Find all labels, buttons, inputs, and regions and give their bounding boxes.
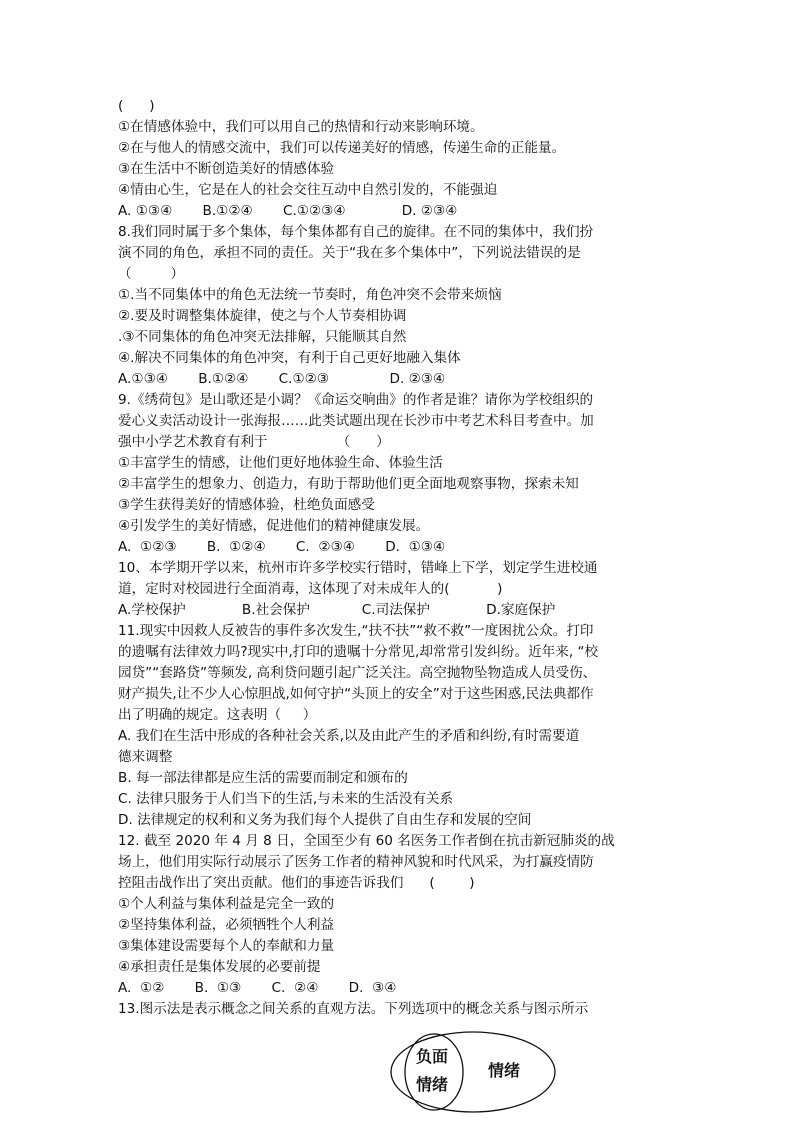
answer-bracket: ( ) — [118, 98, 155, 114]
choice-d: D. 法律规定的权利和义务为我们每个人提供了自由生存和发展的空间 — [118, 812, 532, 828]
statement-4: ④情由心生，它是在人的社会交往互动中自然引发的，不能强迫 — [118, 182, 498, 198]
question-stem-line: 演不同的角色，承担不同的责任。关于“我在多个集体中”，下列说法错误的是 — [118, 245, 581, 261]
question-stem-line: 出了明确的规定。这表明（ ） — [118, 707, 317, 723]
question-13 — [118, 999, 678, 1020]
question-stem-line: 13.图示法是表示概念之间关系的直观方法。下列选项中的概念关系与图示所示 — [118, 1001, 589, 1017]
statement-1: ①丰富学生的情感，让他们更好地体验生命、体验生活 — [118, 455, 443, 471]
outer-ellipse — [391, 1032, 555, 1112]
statement-4: ④引发学生的美好情感，促进他们的精神健康发展。 — [118, 518, 430, 534]
statement-2: ②坚持集体利益，必须牺牲个人利益 — [118, 917, 335, 933]
statement-3: ③在生活中不断创造美好的情感体验 — [118, 161, 335, 177]
question-8 — [118, 222, 678, 390]
statement-2: ②丰富学生的想象力、创造力，有助于帮助他们更全面地观察事物，探索未知 — [118, 476, 579, 492]
statement-3: .③不同集体的角色冲突无法排解，只能顺其自然 — [118, 329, 407, 345]
choice-a: A. 我们在生活中形成的各种社会关系,以及由此产生的矛盾和纠纷,有时需要道 — [118, 728, 580, 744]
answer-options: A. ①②③ B. ①②④ C. ②③④ D. ①③④ — [118, 539, 446, 555]
answer-options: A. ①③④ B.①②④ C.①②③④ D. ②③④ — [118, 203, 458, 219]
question-stem-line: 9.《绣荷包》是山歌还是小调？《命运交响曲》的作者是谁？请你为学校组织的 — [118, 392, 594, 408]
statement-2: ②.要及时调整集体旋律，使之与个人节奏相协调 — [118, 308, 407, 324]
choice-a-continued: 德来调整 — [118, 749, 173, 765]
question-9 — [118, 390, 678, 558]
question-stem-line: 12. 截至 2020 年 4 月 8 日，全国至少有 60 名医务工作者倒在抗击新冠肺炎的战 — [118, 833, 615, 849]
choice-b: B. 每一部法律都是应生活的需要而制定和颁布的 — [118, 770, 408, 786]
question-stem-line: 11.现实中因救人反被告的事件多次发生,“扶不扶”“救不救”一度困扰公众。打印 — [118, 623, 594, 639]
statement-1: ①.当不同集体中的角色无法统一节奏时，角色冲突不会带来烦恼 — [118, 287, 502, 303]
statement-2: ②在与他人的情感交流中，我们可以传递美好的情感，传递生命的正能量。 — [118, 140, 566, 156]
question-stem-line: 爱心义卖活动设计一张海报……此类试题出现在长沙市中考艺术科目考查中。加 — [118, 413, 594, 429]
statement-4: ④.解决不同集体的角色冲突，有利于自己更好地融入集体 — [118, 350, 461, 366]
question-stem-line: 场上，他们用实际行动展示了医务工作者的精神风貌和时代风采，为打赢疫情防 — [118, 854, 594, 870]
question-stem-line: 控阻击战作出了突出贡献。他们的事迹告诉我们 ( ) — [118, 875, 475, 891]
concept-diagram — [388, 1030, 558, 1116]
answer-options: A.学校保护 B.社会保护 C.司法保护 D.家庭保护 — [118, 602, 556, 618]
exam-page — [118, 96, 678, 1020]
question-stem-line: 8.我们同时属于多个集体，每个集体都有自己的旋律。在不同的集体中，我们扮 — [118, 224, 594, 240]
statement-4: ④承担责任是集体发展的必要前提 — [118, 959, 321, 975]
question-stem-line: 财产损失,让不少人心惊胆战,如何守护“头顶上的安全”对于这些困惑,民法典都作 — [118, 686, 594, 702]
question-stem-line: 强中小学艺术教育有利于 （ ） — [118, 434, 390, 450]
ellipse-diagram-graphic — [388, 1030, 558, 1116]
statement-1: ①在情感体验中，我们可以用自己的热情和行动来影响环境。 — [118, 119, 484, 135]
answer-options: A. ①② B. ①③ C. ②④ D. ③④ — [118, 980, 397, 996]
question-7-continuation — [118, 96, 678, 222]
inner-label-line-2: 情绪 — [416, 1075, 449, 1094]
answer-options: A.①③④ B.①②④ C.①②③ D. ②③④ — [118, 371, 446, 387]
question-12 — [118, 831, 678, 999]
question-stem-line: 10、本学期开学以来，杭州市许多学校实行错时，错峰上下学，划定学生进校通 — [118, 560, 598, 576]
question-stem-line: 的遗嘱有法律效力吗?现实中,打印的遗嘱十分常见,却常常引发纠纷。近年来, “校 — [118, 644, 599, 660]
statement-1: ①个人利益与集体利益是完全一致的 — [118, 896, 335, 912]
question-stem-line: 园贷”“套路贷”等频发, 高利贷问题引起广泛关注。高空抛物坠物造成人员受伤、 — [118, 665, 597, 681]
question-10 — [118, 558, 678, 621]
statement-3: ③集体建设需要每个人的奉献和力量 — [118, 938, 335, 954]
question-stem-line: 道，定时对校园进行全面消毒，这体现了对未成年人的( ) — [118, 581, 503, 597]
choice-c: C. 法律只服务于人们当下的生活,与未来的生活没有关系 — [118, 791, 454, 807]
statement-3: ③学生获得美好的情感体验，杜绝负面感受 — [118, 497, 375, 513]
outer-label: 情绪 — [488, 1061, 521, 1080]
question-11 — [118, 621, 678, 831]
answer-bracket: （ ） — [118, 266, 185, 282]
inner-label-line-1: 负面 — [416, 1047, 449, 1066]
